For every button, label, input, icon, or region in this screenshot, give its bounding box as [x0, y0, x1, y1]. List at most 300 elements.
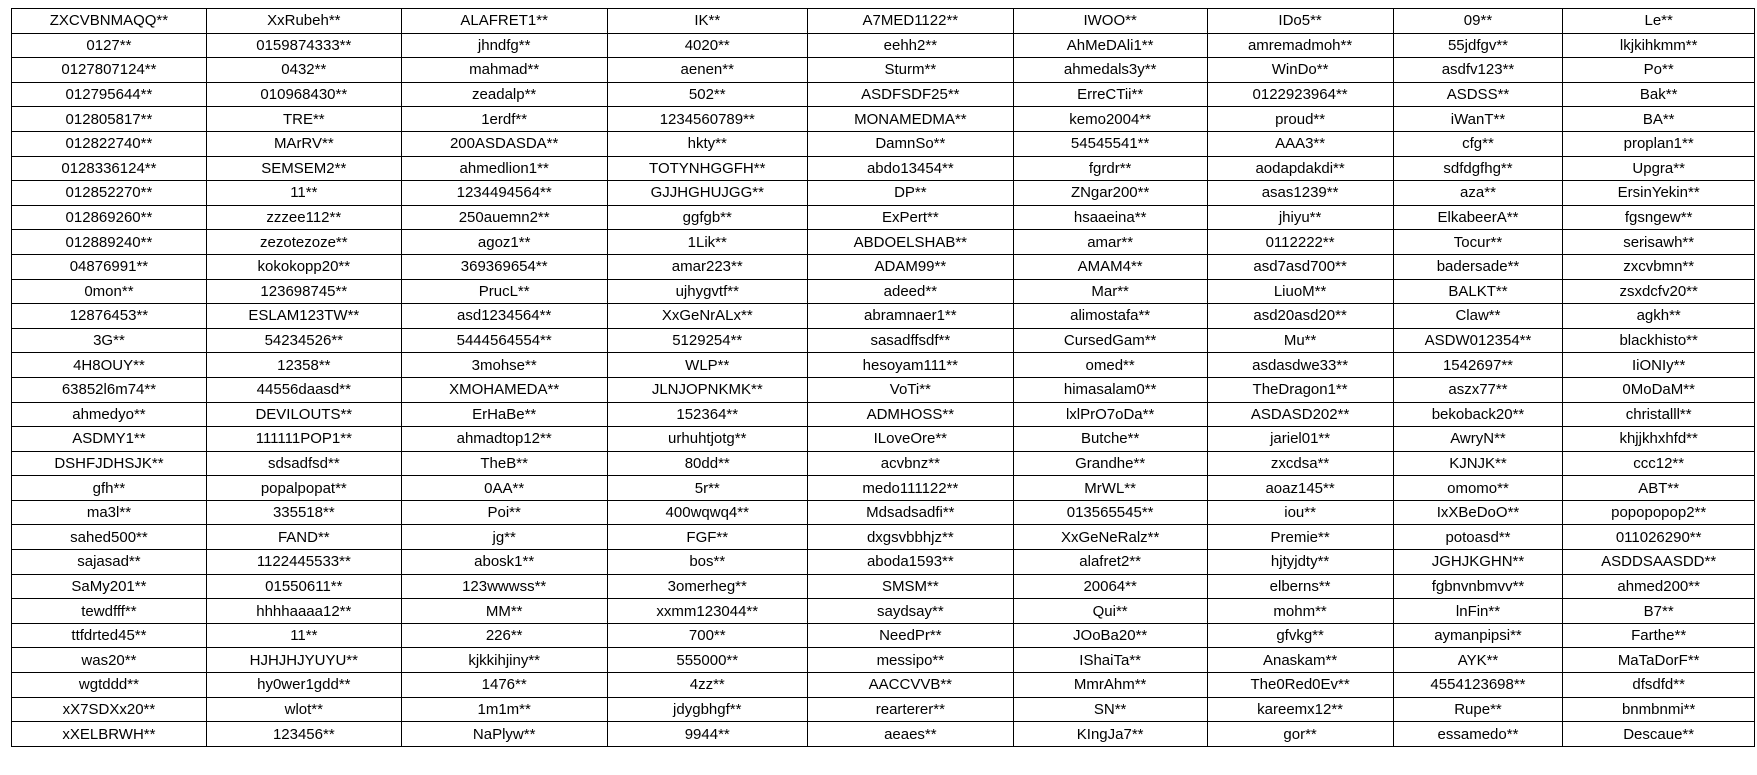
table-cell[interactable]: mahmad**	[401, 58, 607, 83]
table-cell[interactable]: TOTYNHGGFH**	[607, 156, 807, 181]
table-cell[interactable]: Mdsadsadfi**	[807, 500, 1013, 525]
table-cell[interactable]: bos**	[607, 550, 807, 575]
table-cell[interactable]: alafret2**	[1013, 550, 1207, 575]
table-cell[interactable]: 5444564554**	[401, 328, 607, 353]
table-cell[interactable]: amar223**	[607, 254, 807, 279]
table-cell[interactable]: mohm**	[1207, 599, 1393, 624]
table-cell[interactable]: medo111122**	[807, 476, 1013, 501]
table-cell[interactable]: 250auemn2**	[401, 205, 607, 230]
table-cell[interactable]: 0127807124**	[12, 58, 207, 83]
table-row	[12, 131, 1755, 156]
table-cell[interactable]: ABT**	[1563, 476, 1755, 501]
table-cell[interactable]: kjkkihjiny**	[401, 648, 607, 673]
table-cell[interactable]: fgrdr**	[1013, 156, 1207, 181]
table-cell[interactable]: Bak**	[1563, 82, 1755, 107]
table-cell[interactable]: IK**	[607, 9, 807, 34]
table-cell[interactable]: blackhisto**	[1563, 328, 1755, 353]
table-cell[interactable]: 1234494564**	[401, 181, 607, 206]
table-cell[interactable]: Tocur**	[1393, 230, 1563, 255]
table-cell[interactable]: sahed500**	[12, 525, 207, 550]
table-cell[interactable]: asd1234564**	[401, 304, 607, 329]
table-cell[interactable]: xXELBRWH**	[12, 722, 207, 747]
table-cell[interactable]: omed**	[1013, 353, 1207, 378]
table-cell[interactable]: serisawh**	[1563, 230, 1755, 255]
table-cell[interactable]: MaTaDorF**	[1563, 648, 1755, 673]
table-cell[interactable]: zeadalp**	[401, 82, 607, 107]
table-cell[interactable]: Butche**	[1013, 427, 1207, 452]
table-cell[interactable]: SEMSEM2**	[206, 156, 401, 181]
table-cell[interactable]: MArRV**	[206, 131, 401, 156]
table-cell[interactable]: sdsadfsd**	[206, 451, 401, 476]
table-cell[interactable]: KJNJK**	[1393, 451, 1563, 476]
table-row	[12, 279, 1755, 304]
table-cell[interactable]: ccc12**	[1563, 451, 1755, 476]
table-cell[interactable]: ttfdrted45**	[12, 623, 207, 648]
table-cell[interactable]: KIngJa7**	[1013, 722, 1207, 747]
table-row	[12, 107, 1755, 132]
table-cell[interactable]: wlot**	[206, 697, 401, 722]
table-cell[interactable]: LiuoM**	[1207, 279, 1393, 304]
table-cell[interactable]: 44556daasd**	[206, 377, 401, 402]
table-cell[interactable]: AYK**	[1393, 648, 1563, 673]
table-cell[interactable]: ASDW012354**	[1393, 328, 1563, 353]
table-row	[12, 402, 1755, 427]
table-cell[interactable]: 123698745**	[206, 279, 401, 304]
table-row	[12, 353, 1755, 378]
table-cell[interactable]: hsaaeina**	[1013, 205, 1207, 230]
table-cell[interactable]: BALKT**	[1393, 279, 1563, 304]
table-cell[interactable]: jhndfg**	[401, 33, 607, 58]
table-cell[interactable]: Po**	[1563, 58, 1755, 83]
table-cell[interactable]: xxmm123044**	[607, 599, 807, 624]
table-cell[interactable]: proud**	[1207, 107, 1393, 132]
table-cell[interactable]: 0MoDaM**	[1563, 377, 1755, 402]
table-cell[interactable]: 04876991**	[12, 254, 207, 279]
data-table	[11, 8, 1755, 747]
table-cell[interactable]: ILoveOre**	[807, 427, 1013, 452]
table-cell[interactable]: kemo2004**	[1013, 107, 1207, 132]
table-cell[interactable]: proplan1**	[1563, 131, 1755, 156]
table-cell[interactable]: 54234526**	[206, 328, 401, 353]
table-row	[12, 156, 1755, 181]
table-cell[interactable]: 1234560789**	[607, 107, 807, 132]
table-cell[interactable]: VoTi**	[807, 377, 1013, 402]
table-cell[interactable]: 011026290**	[1563, 525, 1755, 550]
table-cell[interactable]: hesoyam111**	[807, 353, 1013, 378]
table-cell[interactable]: Anaskam**	[1207, 648, 1393, 673]
table-cell[interactable]: PrucL**	[401, 279, 607, 304]
table-cell[interactable]: kokokopp20**	[206, 254, 401, 279]
table-cell[interactable]: ESLAM123TW**	[206, 304, 401, 329]
table-cell[interactable]: 012822740**	[12, 131, 207, 156]
table-cell[interactable]: 0128336124**	[12, 156, 207, 181]
table-row	[12, 181, 1755, 206]
table-cell[interactable]: NaPlyw**	[401, 722, 607, 747]
table-row	[12, 648, 1755, 673]
table-cell[interactable]: JGHJKGHN**	[1393, 550, 1563, 575]
table-cell[interactable]: IShaiTa**	[1013, 648, 1207, 673]
table-cell[interactable]: ahmadtop12**	[401, 427, 607, 452]
table-cell[interactable]: FGF**	[607, 525, 807, 550]
table-cell[interactable]: 012805817**	[12, 107, 207, 132]
table-cell[interactable]: saydsay**	[807, 599, 1013, 624]
table-cell[interactable]: zezotezoze**	[206, 230, 401, 255]
table-cell[interactable]: 3G**	[12, 328, 207, 353]
table-cell[interactable]: 012795644**	[12, 82, 207, 107]
table-cell[interactable]: gfh**	[12, 476, 207, 501]
table-cell[interactable]: 400wqwq4**	[607, 500, 807, 525]
table-cell[interactable]: XxGeNrALx**	[607, 304, 807, 329]
table-cell[interactable]: Rupe**	[1393, 697, 1563, 722]
table-cell[interactable]: sasadffsdf**	[807, 328, 1013, 353]
table-cell[interactable]: 0mon**	[12, 279, 207, 304]
table-row	[12, 550, 1755, 575]
table-cell[interactable]: ZXCVBNMAQQ**	[12, 9, 207, 34]
table-cell[interactable]: bekoback20**	[1393, 402, 1563, 427]
table-row	[12, 500, 1755, 525]
table-cell[interactable]: Claw**	[1393, 304, 1563, 329]
table-cell[interactable]: amremadmoh**	[1207, 33, 1393, 58]
table-cell[interactable]: 502**	[607, 82, 807, 107]
table-cell[interactable]: FAND**	[206, 525, 401, 550]
table-cell[interactable]: abramnaer1**	[807, 304, 1013, 329]
table-cell[interactable]: iou**	[1207, 500, 1393, 525]
table-body	[12, 9, 1755, 747]
table-cell[interactable]: 55jdfgv**	[1393, 33, 1563, 58]
table-cell[interactable]: NeedPr**	[807, 623, 1013, 648]
table-cell[interactable]: lxlPrO7oDa**	[1013, 402, 1207, 427]
table-cell[interactable]: Farthe**	[1563, 623, 1755, 648]
table-cell[interactable]: sdfdgfhg**	[1393, 156, 1563, 181]
table-cell[interactable]: gfvkg**	[1207, 623, 1393, 648]
table-cell[interactable]: 0159874333**	[206, 33, 401, 58]
table-cell[interactable]: MrWL**	[1013, 476, 1207, 501]
table-cell[interactable]: 20064**	[1013, 574, 1207, 599]
table-cell[interactable]: alimostafa**	[1013, 304, 1207, 329]
table-cell[interactable]: 4554123698**	[1393, 673, 1563, 698]
table-cell[interactable]: aodapdakdi**	[1207, 156, 1393, 181]
table-cell[interactable]: AAA3**	[1207, 131, 1393, 156]
table-cell[interactable]: hkty**	[607, 131, 807, 156]
table-cell[interactable]: MmrAhm**	[1013, 673, 1207, 698]
table-cell[interactable]: cfg**	[1393, 131, 1563, 156]
table-cell[interactable]: abosk1**	[401, 550, 607, 575]
table-cell[interactable]: was20**	[12, 648, 207, 673]
table-cell[interactable]: Sturm**	[807, 58, 1013, 83]
table-row	[12, 82, 1755, 107]
table-cell[interactable]: 1erdf**	[401, 107, 607, 132]
table-cell[interactable]: aoaz145**	[1207, 476, 1393, 501]
table-cell[interactable]: TRE**	[206, 107, 401, 132]
table-cell[interactable]: agoz1**	[401, 230, 607, 255]
table-cell[interactable]: 54545541**	[1013, 131, 1207, 156]
table-cell[interactable]: potoasd**	[1393, 525, 1563, 550]
table-cell[interactable]: himasalam0**	[1013, 377, 1207, 402]
table-row	[12, 205, 1755, 230]
table-cell[interactable]: A7MED1122**	[807, 9, 1013, 34]
table-cell[interactable]: lnFin**	[1393, 599, 1563, 624]
table-cell[interactable]: ahmedlion1**	[401, 156, 607, 181]
table-cell[interactable]: 12876453**	[12, 304, 207, 329]
table-cell[interactable]: 5r**	[607, 476, 807, 501]
table-cell[interactable]: tewdfff**	[12, 599, 207, 624]
spreadsheet	[11, 8, 1755, 747]
table-cell[interactable]: XxGeNeRalz**	[1013, 525, 1207, 550]
table-cell[interactable]: 152364**	[607, 402, 807, 427]
table-cell[interactable]: 0AA**	[401, 476, 607, 501]
table-cell[interactable]: rearterer**	[807, 697, 1013, 722]
table-row	[12, 304, 1755, 329]
table-cell[interactable]: ASDDSAASDD**	[1563, 550, 1755, 575]
table-cell[interactable]: jdygbhgf**	[607, 697, 807, 722]
table-cell[interactable]: Premie**	[1207, 525, 1393, 550]
table-cell[interactable]: 9944**	[607, 722, 807, 747]
table-cell[interactable]: JLNJOPNKMK**	[607, 377, 807, 402]
table-cell[interactable]: GJJHGHUJGG**	[607, 181, 807, 206]
table-cell[interactable]: asdfv123**	[1393, 58, 1563, 83]
table-cell[interactable]: Descaue**	[1563, 722, 1755, 747]
table-cell[interactable]: ZNgar200**	[1013, 181, 1207, 206]
table-cell[interactable]: The0Red0Ev**	[1207, 673, 1393, 698]
table-cell[interactable]: 226**	[401, 623, 607, 648]
table-cell[interactable]: jhiyu**	[1207, 205, 1393, 230]
table-cell[interactable]: ErHaBe**	[401, 402, 607, 427]
table-cell[interactable]: BA**	[1563, 107, 1755, 132]
table-cell[interactable]: aboda1593**	[807, 550, 1013, 575]
table-cell[interactable]: 4zz**	[607, 673, 807, 698]
table-cell[interactable]: 09**	[1393, 9, 1563, 34]
table-cell[interactable]: ASDSS**	[1393, 82, 1563, 107]
table-cell[interactable]: 1m1m**	[401, 697, 607, 722]
table-cell[interactable]: elberns**	[1207, 574, 1393, 599]
table-cell[interactable]: ASDMY1**	[12, 427, 207, 452]
table-cell[interactable]: SMSM**	[807, 574, 1013, 599]
table-cell[interactable]: Mar**	[1013, 279, 1207, 304]
table-cell[interactable]: Qui**	[1013, 599, 1207, 624]
table-cell[interactable]: adeed**	[807, 279, 1013, 304]
table-cell[interactable]: aza**	[1393, 181, 1563, 206]
table-cell[interactable]: fgsngew**	[1563, 205, 1755, 230]
table-cell[interactable]: TheDragon1**	[1207, 377, 1393, 402]
table-cell[interactable]: WinDo**	[1207, 58, 1393, 83]
table-cell[interactable]: 012889240**	[12, 230, 207, 255]
table-cell[interactable]: 0122923964**	[1207, 82, 1393, 107]
table-cell[interactable]: 63852l6m74**	[12, 377, 207, 402]
table-cell[interactable]: IDo5**	[1207, 9, 1393, 34]
table-cell[interactable]: ErreCTii**	[1013, 82, 1207, 107]
table-cell[interactable]: 1122445533**	[206, 550, 401, 575]
table-cell[interactable]: 80dd**	[607, 451, 807, 476]
table-cell[interactable]: asas1239**	[1207, 181, 1393, 206]
table-cell[interactable]: asd7asd700**	[1207, 254, 1393, 279]
table-cell[interactable]: 012869260**	[12, 205, 207, 230]
table-cell[interactable]: ahmedals3y**	[1013, 58, 1207, 83]
table-cell[interactable]: IxXBeDoO**	[1393, 500, 1563, 525]
table-cell[interactable]: urhuhtjotg**	[607, 427, 807, 452]
table-cell[interactable]: 013565545**	[1013, 500, 1207, 525]
table-row	[12, 697, 1755, 722]
table-cell[interactable]: SaMy201**	[12, 574, 207, 599]
table-row	[12, 58, 1755, 83]
table-cell[interactable]: B7**	[1563, 599, 1755, 624]
table-cell[interactable]: asdasdwe33**	[1207, 353, 1393, 378]
table-cell[interactable]: Le**	[1563, 9, 1755, 34]
table-cell[interactable]: sajasad**	[12, 550, 207, 575]
table-cell[interactable]: khjjkhxhfd**	[1563, 427, 1755, 452]
table-cell[interactable]: iWanT**	[1393, 107, 1563, 132]
table-cell[interactable]: MM**	[401, 599, 607, 624]
table-row	[12, 9, 1755, 34]
table-cell[interactable]: zsxdcfv20**	[1563, 279, 1755, 304]
table-cell[interactable]: omomo**	[1393, 476, 1563, 501]
table-cell[interactable]: 3mohse**	[401, 353, 607, 378]
table-cell[interactable]: 3omerheg**	[607, 574, 807, 599]
table-cell[interactable]: DamnSo**	[807, 131, 1013, 156]
table-cell[interactable]: 200ASDASDA**	[401, 131, 607, 156]
table-cell[interactable]: dxgsvbbhjz**	[807, 525, 1013, 550]
table-cell[interactable]: 335518**	[206, 500, 401, 525]
table-cell[interactable]: hhhhaaaa12**	[206, 599, 401, 624]
table-cell[interactable]: 5129254**	[607, 328, 807, 353]
table-cell[interactable]: 4H8OUY**	[12, 353, 207, 378]
table-cell[interactable]: bnmbnmi**	[1563, 697, 1755, 722]
table-cell[interactable]: ASDASD202**	[1207, 402, 1393, 427]
table-cell[interactable]: badersade**	[1393, 254, 1563, 279]
table-cell[interactable]: 111111POP1**	[206, 427, 401, 452]
table-cell[interactable]: ma3l**	[12, 500, 207, 525]
table-cell[interactable]: Mu**	[1207, 328, 1393, 353]
table-cell[interactable]: amar**	[1013, 230, 1207, 255]
table-cell[interactable]: zxcvbmn**	[1563, 254, 1755, 279]
table-row	[12, 377, 1755, 402]
table-cell[interactable]: 1Lik**	[607, 230, 807, 255]
table-cell[interactable]: aeaes**	[807, 722, 1013, 747]
table-cell[interactable]: abdo13454**	[807, 156, 1013, 181]
table-cell[interactable]: 1542697**	[1393, 353, 1563, 378]
table-row	[12, 476, 1755, 501]
table-cell[interactable]: 123wwwss**	[401, 574, 607, 599]
table-cell[interactable]: 0432**	[206, 58, 401, 83]
table-cell[interactable]: Upgra**	[1563, 156, 1755, 181]
table-row	[12, 254, 1755, 279]
table-cell[interactable]: xX7SDXx20**	[12, 697, 207, 722]
table-cell[interactable]: IiONIy**	[1563, 353, 1755, 378]
table-cell[interactable]: zxcdsa**	[1207, 451, 1393, 476]
table-cell[interactable]: popalpopat**	[206, 476, 401, 501]
table-cell[interactable]: ALAFRET1**	[401, 9, 607, 34]
table-cell[interactable]: AhMeDAli1**	[1013, 33, 1207, 58]
table-cell[interactable]: Poi**	[401, 500, 607, 525]
table-row	[12, 33, 1755, 58]
table-cell[interactable]: 700**	[607, 623, 807, 648]
table-cell[interactable]: 01550611**	[206, 574, 401, 599]
table-row	[12, 525, 1755, 550]
table-cell[interactable]: 4020**	[607, 33, 807, 58]
table-cell[interactable]: essamedo**	[1393, 722, 1563, 747]
table-cell[interactable]: wgtddd**	[12, 673, 207, 698]
table-cell[interactable]: ADAM99**	[807, 254, 1013, 279]
table-cell[interactable]: aenen**	[607, 58, 807, 83]
table-cell[interactable]: eehh2**	[807, 33, 1013, 58]
table-cell[interactable]: ADMHOSS**	[807, 402, 1013, 427]
table-cell[interactable]: ABDOELSHAB**	[807, 230, 1013, 255]
table-row	[12, 623, 1755, 648]
table-cell[interactable]: popopopop2**	[1563, 500, 1755, 525]
table-row	[12, 328, 1755, 353]
table-cell[interactable]: WLP**	[607, 353, 807, 378]
table-cell[interactable]: 0112222**	[1207, 230, 1393, 255]
table-cell[interactable]: 12358**	[206, 353, 401, 378]
table-cell[interactable]: AMAM4**	[1013, 254, 1207, 279]
table-cell[interactable]: JOoBa20**	[1013, 623, 1207, 648]
table-cell[interactable]: 369369654**	[401, 254, 607, 279]
table-row	[12, 574, 1755, 599]
table-cell[interactable]: 012852270**	[12, 181, 207, 206]
table-cell[interactable]: ahmed200**	[1563, 574, 1755, 599]
table-cell[interactable]: messipo**	[807, 648, 1013, 673]
table-row	[12, 599, 1755, 624]
table-cell[interactable]: SN**	[1013, 697, 1207, 722]
table-cell[interactable]: ExPert**	[807, 205, 1013, 230]
table-cell[interactable]: aymanpipsi**	[1393, 623, 1563, 648]
table-cell[interactable]: 123456**	[206, 722, 401, 747]
table-cell[interactable]: christalll**	[1563, 402, 1755, 427]
table-cell[interactable]: asd20asd20**	[1207, 304, 1393, 329]
table-cell[interactable]: 11**	[206, 181, 401, 206]
table-cell[interactable]: DEVILOUTS**	[206, 402, 401, 427]
table-cell[interactable]: hy0wer1gdd**	[206, 673, 401, 698]
table-cell[interactable]: kareemx12**	[1207, 697, 1393, 722]
table-cell[interactable]: fgbnvnbmvv**	[1393, 574, 1563, 599]
table-cell[interactable]: gor**	[1207, 722, 1393, 747]
table-cell[interactable]: 1476**	[401, 673, 607, 698]
table-cell[interactable]: ahmedyo**	[12, 402, 207, 427]
table-cell[interactable]: DSHFJDHSJK**	[12, 451, 207, 476]
table-cell[interactable]: 555000**	[607, 648, 807, 673]
table-cell[interactable]: TheB**	[401, 451, 607, 476]
table-cell[interactable]: acvbnz**	[807, 451, 1013, 476]
table-cell[interactable]: MONAMEDMA**	[807, 107, 1013, 132]
table-cell[interactable]: ggfgb**	[607, 205, 807, 230]
table-cell[interactable]: DP**	[807, 181, 1013, 206]
table-cell[interactable]: ujhygvtf**	[607, 279, 807, 304]
table-cell[interactable]: CursedGam**	[1013, 328, 1207, 353]
table-cell[interactable]: aszx77**	[1393, 377, 1563, 402]
table-cell[interactable]: dfsdfd**	[1563, 673, 1755, 698]
table-cell[interactable]: agkh**	[1563, 304, 1755, 329]
table-cell[interactable]: ASDFSDF25**	[807, 82, 1013, 107]
table-cell[interactable]: ErsinYekin**	[1563, 181, 1755, 206]
table-cell[interactable]: 11**	[206, 623, 401, 648]
table-row	[12, 673, 1755, 698]
table-cell[interactable]: hjtyjdty**	[1207, 550, 1393, 575]
table-cell[interactable]: zzzee112**	[206, 205, 401, 230]
table-cell[interactable]: HJHJHJYUYU**	[206, 648, 401, 673]
table-cell[interactable]: XxRubeh**	[206, 9, 401, 34]
table-cell[interactable]: ElkabeerA**	[1393, 205, 1563, 230]
table-cell[interactable]: Grandhe**	[1013, 451, 1207, 476]
table-cell[interactable]: AACCVVB**	[807, 673, 1013, 698]
table-cell[interactable]: jariel01**	[1207, 427, 1393, 452]
table-cell[interactable]: jg**	[401, 525, 607, 550]
table-cell[interactable]: lkjkihkmm**	[1563, 33, 1755, 58]
table-cell[interactable]: 0127**	[12, 33, 207, 58]
table-cell[interactable]: AwryN**	[1393, 427, 1563, 452]
table-cell[interactable]: XMOHAMEDA**	[401, 377, 607, 402]
table-row	[12, 722, 1755, 747]
table-cell[interactable]: 010968430**	[206, 82, 401, 107]
table-cell[interactable]: IWOO**	[1013, 9, 1207, 34]
